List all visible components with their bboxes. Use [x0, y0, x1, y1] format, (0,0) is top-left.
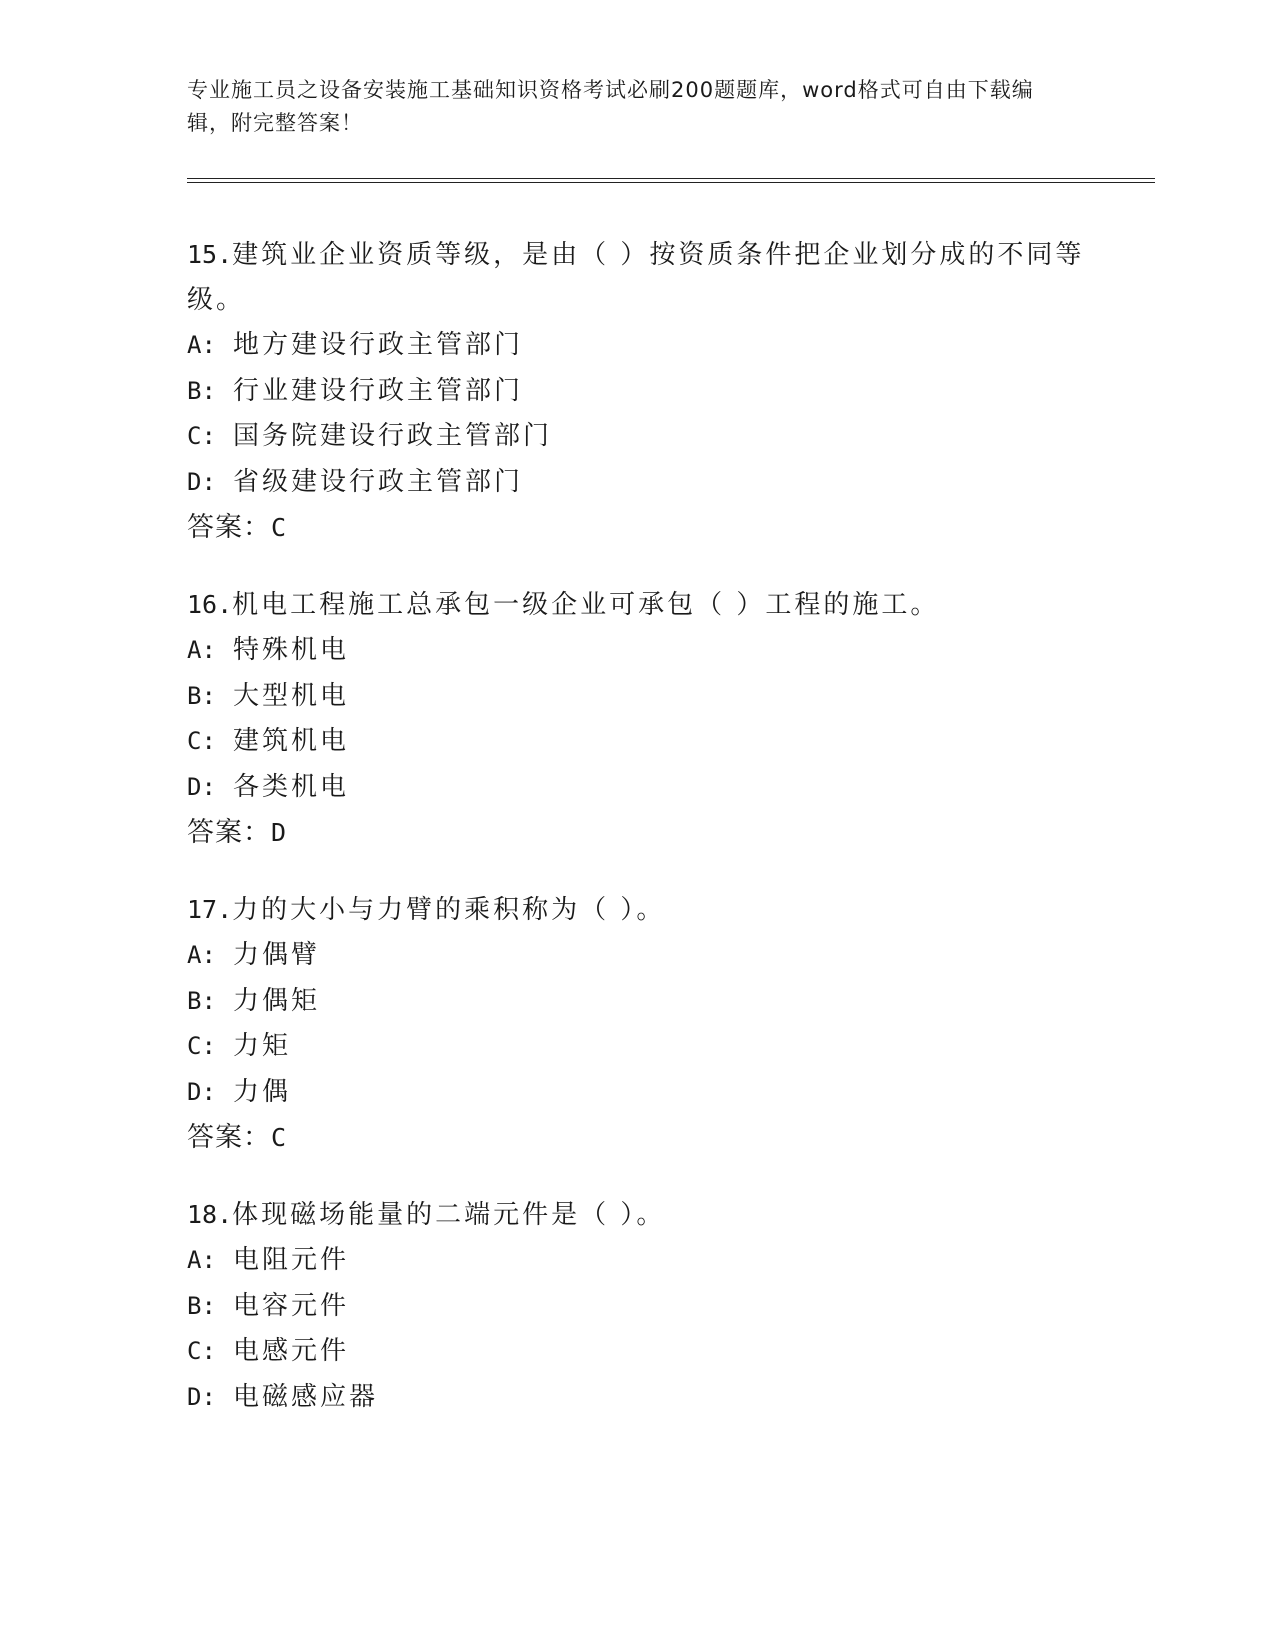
- option-text: 建筑机电: [233, 726, 350, 756]
- option-b: [187, 369, 1087, 415]
- question-stem: [187, 232, 1087, 323]
- option-c: [187, 414, 1087, 460]
- option-a: [187, 1238, 1087, 1284]
- option-a: [187, 933, 1087, 979]
- option-letter: D:: [187, 467, 216, 496]
- option-c: [187, 719, 1087, 765]
- option-letter: A:: [187, 636, 216, 664]
- option-letter: D:: [187, 772, 216, 801]
- option-b: [187, 1284, 1087, 1330]
- option-b: [187, 674, 1087, 720]
- question-number: 15.: [187, 240, 233, 269]
- document-header: 专业施工员之设备安装施工基础知识资格考试必刷200题题库，word格式可自由下载编辑，附完整答案！: [187, 78, 1034, 135]
- answer-value: C: [271, 1123, 288, 1152]
- option-b: [187, 979, 1087, 1025]
- option-text: 力偶: [233, 1076, 292, 1107]
- option-d: [187, 460, 1087, 506]
- answer-label: 答案：: [187, 1122, 271, 1153]
- option-text: 大型机电: [233, 680, 350, 711]
- option-text: 力偶臂: [233, 940, 321, 970]
- option-text: 地方建设行政主管部门: [233, 330, 524, 360]
- answer-label: 答案：: [187, 512, 271, 543]
- header-divider-bottom: [187, 182, 1155, 183]
- option-a: [187, 323, 1087, 369]
- question-number: 17.: [187, 895, 233, 924]
- option-letter: A:: [187, 331, 216, 359]
- option-letter: B:: [187, 376, 216, 405]
- option-letter: B:: [187, 1291, 216, 1320]
- option-text: 特殊机电: [233, 635, 350, 665]
- option-letter: C:: [187, 1032, 216, 1060]
- option-a: [187, 628, 1087, 674]
- option-text: 力矩: [233, 1031, 292, 1061]
- question-number: 16.: [187, 590, 233, 619]
- question-stem: [187, 582, 1087, 628]
- option-letter: B:: [187, 681, 216, 710]
- answer-line: [187, 1115, 1087, 1161]
- option-text: 电阻元件: [233, 1245, 350, 1275]
- answer-line: [187, 810, 1087, 856]
- option-text: 电感元件: [233, 1336, 350, 1366]
- option-letter: A:: [187, 941, 216, 969]
- option-letter: D:: [187, 1077, 216, 1106]
- option-d: [187, 1375, 1087, 1421]
- option-text: 电磁感应器: [233, 1381, 379, 1412]
- option-letter: C:: [187, 422, 216, 450]
- option-letter: A:: [187, 1246, 216, 1274]
- question-number: 18.: [187, 1200, 233, 1229]
- option-d: [187, 765, 1087, 811]
- option-text: 省级建设行政主管部门: [233, 466, 524, 497]
- answer-line: [187, 505, 1087, 551]
- question-text: 体现磁场能量的二端元件是（ ）。: [232, 1200, 666, 1230]
- option-letter: D:: [187, 1382, 216, 1411]
- option-letter: C:: [187, 1337, 216, 1365]
- option-c: [187, 1024, 1087, 1070]
- option-text: 力偶矩: [233, 985, 321, 1016]
- option-text: 行业建设行政主管部门: [233, 375, 524, 406]
- option-d: [187, 1070, 1087, 1116]
- answer-value: D: [271, 818, 288, 847]
- header-divider-top: [187, 178, 1155, 179]
- answer-label: 答案：: [187, 817, 271, 848]
- option-letter: B:: [187, 986, 216, 1015]
- question-stem: [187, 887, 1087, 933]
- question-stem: [187, 1192, 1087, 1238]
- question-17: [187, 887, 1087, 1161]
- answer-value: C: [271, 513, 288, 542]
- option-text: 国务院建设行政主管部门: [233, 421, 553, 451]
- question-16: [187, 582, 1087, 856]
- option-text: 各类机电: [233, 771, 350, 802]
- question-text: 力的大小与力臂的乘积称为（ ）。: [232, 895, 666, 925]
- question-text: 建筑业企业资质等级，是由（ ）按资质条件把企业划分成的不同等级。: [187, 240, 1085, 315]
- question-15: [187, 232, 1087, 551]
- option-c: [187, 1329, 1087, 1375]
- question-text: 机电工程施工总承包一级企业可承包（ ）工程的施工。: [232, 590, 940, 620]
- option-text: 电容元件: [233, 1290, 350, 1321]
- option-letter: C:: [187, 727, 216, 755]
- question-18: [187, 1192, 1087, 1420]
